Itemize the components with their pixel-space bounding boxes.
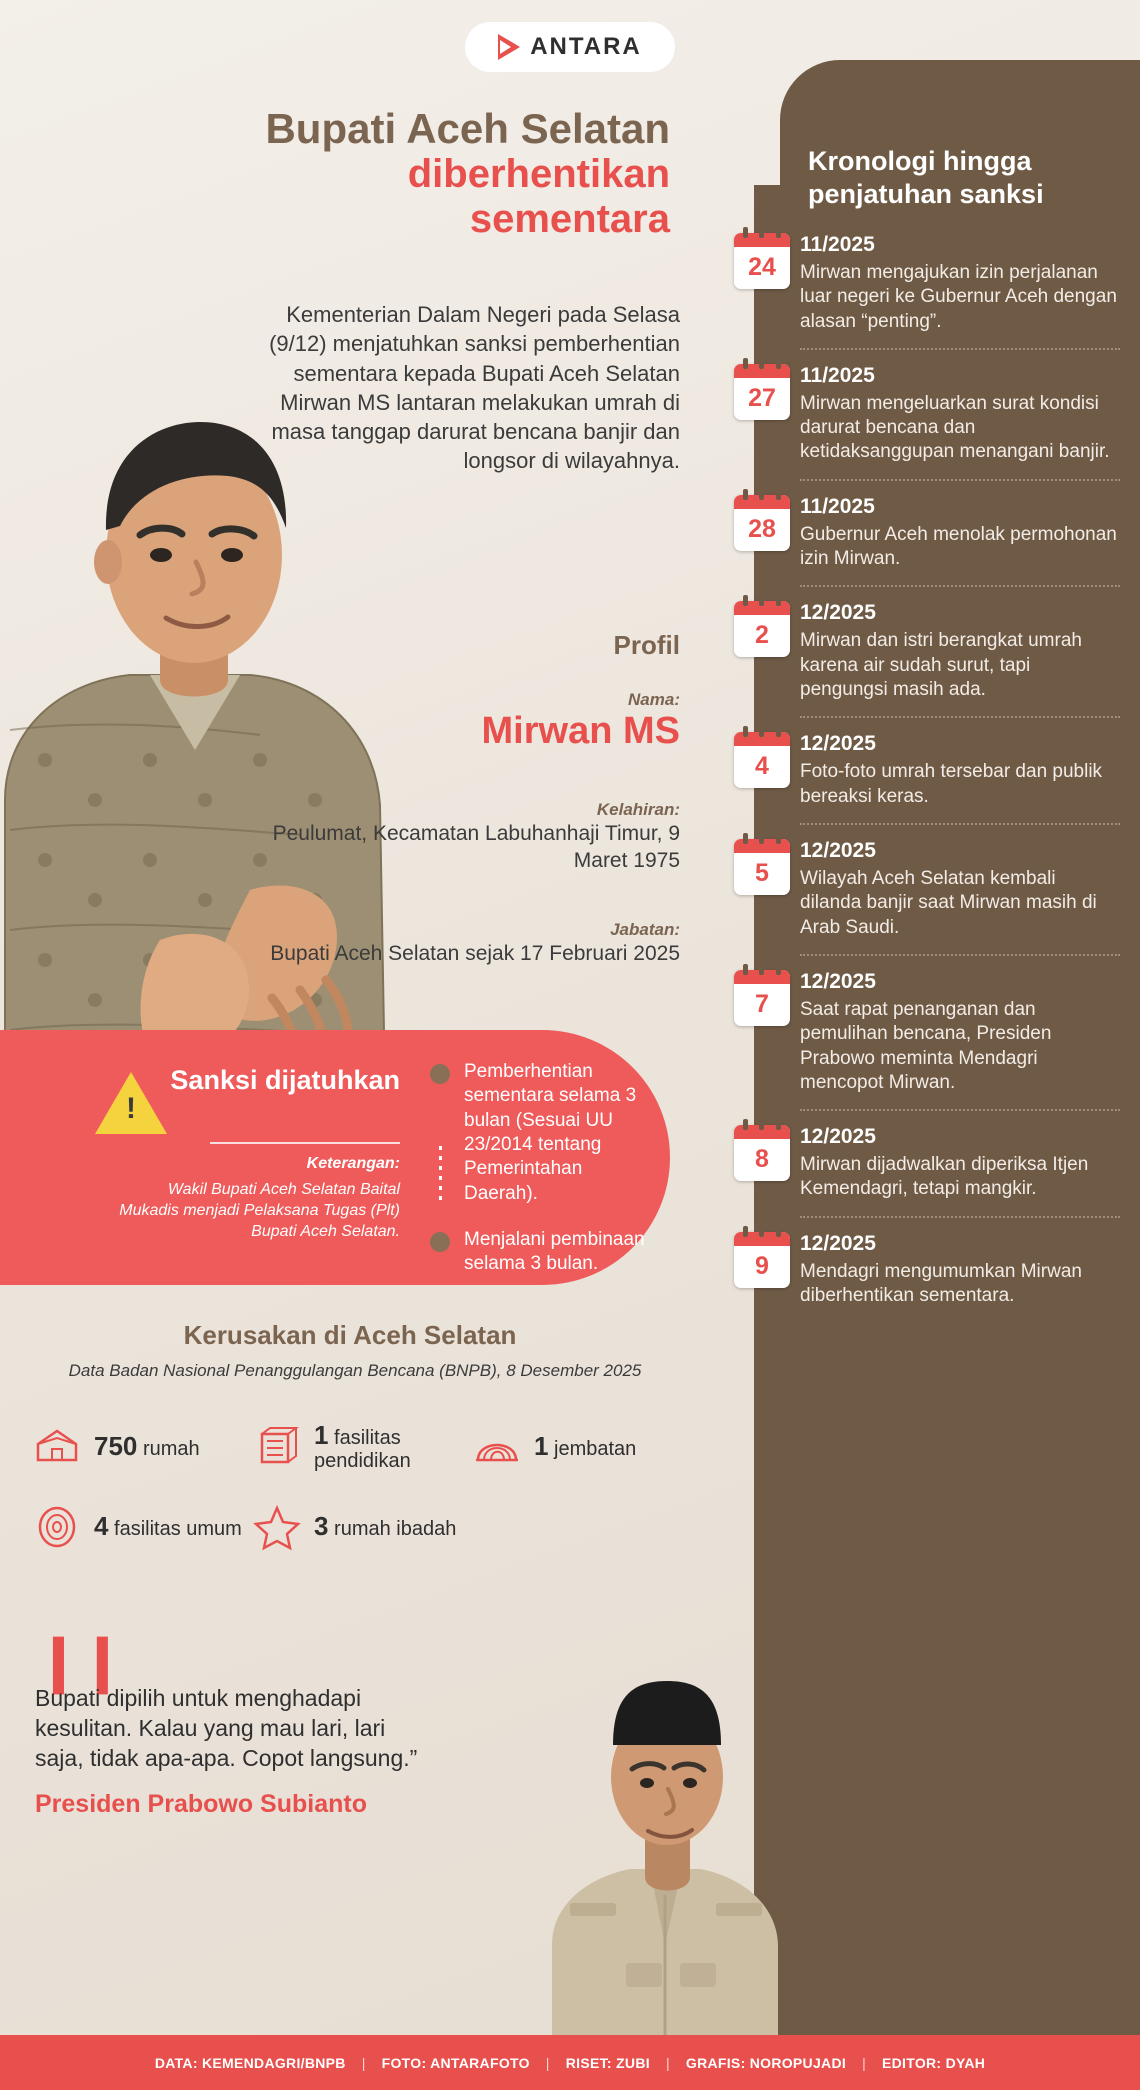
chronology-item-text: Mirwan mengajukan izin perjalanan luar negeri ke Gubernur Aceh dengan alasan “penting”. — [800, 261, 1117, 332]
chronology-item-date: 11/2025 — [800, 232, 875, 256]
chronology-item-date: 11/2025 — [800, 494, 875, 518]
damage-stat-text — [534, 1432, 636, 1462]
calendar-top — [734, 732, 790, 746]
chronology-item-text: Saat rapat penanganan dan pemulihan bencana, Presiden Prabowo meminta Mendagri mencopot Mirwan. — [800, 998, 1052, 1093]
sanction-divider — [210, 1142, 400, 1144]
chronology-item-date: 12/2025 — [800, 601, 876, 625]
damage-stat-number: 4 — [94, 1511, 109, 1542]
calendar-day: 9 — [755, 1251, 769, 1280]
chronology-item-date: 11/2025 — [800, 363, 875, 387]
chronology-item — [800, 1232, 1120, 1323]
calendar-icon — [734, 233, 790, 289]
school-icon — [250, 1420, 304, 1474]
chronology-panel — [780, 60, 1140, 2035]
damage-stat-text — [314, 1421, 470, 1474]
damage-stat — [30, 1420, 250, 1474]
sanction-note-label: Keterangan: — [306, 1155, 400, 1172]
chronology-item-text: Foto-foto umrah tersebar dan publik bereaksi keras. — [800, 761, 1103, 807]
profile-heading: Profil — [613, 630, 680, 660]
calendar-top — [734, 601, 790, 615]
calendar-day: 8 — [755, 1145, 769, 1174]
sanction-title: Sanksi dijatuhkan — [170, 1065, 400, 1095]
footer-credits — [0, 2035, 1140, 2090]
calendar-icon — [734, 601, 790, 657]
damage-stat — [250, 1500, 470, 1554]
bridge-icon — [470, 1420, 524, 1474]
chronology-item-text: Mirwan dijadwalkan diperiksa Itjen Kemendagri, tetapi mangkir. — [800, 1154, 1089, 1200]
headline-line-3: sementara — [469, 196, 670, 241]
lede-paragraph: Kementerian Dalam Negeri pada Selasa (9/12) menjatuhkan sanksi pemberhentian sementara kepada Bupati Aceh Selatan Mirwan MS lantaran melakukan umrah di masa tanggap darurat bencana banjir dan longsor di wilayahnya. — [269, 302, 680, 474]
calendar-day: 2 — [755, 621, 769, 650]
damage-stat-number: 3 — [314, 1511, 329, 1542]
calendar-top — [734, 364, 790, 378]
calendar-icon — [734, 732, 790, 788]
profile-position-label: Jabatan: — [610, 920, 680, 939]
sanction-items — [430, 1060, 660, 1299]
calendar-top — [734, 1125, 790, 1139]
profile-position-value: Bupati Aceh Selatan sejak 17 Februari 2025 — [270, 942, 680, 965]
mosque-icon — [250, 1500, 304, 1554]
antara-logo — [465, 22, 675, 72]
photo-prabowo — [550, 1645, 780, 2035]
chronology-item-date: 12/2025 — [800, 732, 876, 756]
chronology-item — [800, 839, 1120, 956]
damage-stat-label: jembatan — [554, 1438, 637, 1461]
calendar-icon — [734, 970, 790, 1026]
damage-stat-text — [94, 1512, 242, 1542]
chronology-item-text: Wilayah Aceh Selatan kembali dilanda banjir saat Mirwan masih di Arab Saudi. — [800, 867, 1097, 938]
damage-heading: Kerusakan di Aceh Selatan — [183, 1320, 517, 1350]
calendar-day: 28 — [748, 514, 776, 543]
calendar-icon — [734, 495, 790, 551]
page-title — [60, 105, 670, 242]
calendar-icon — [734, 364, 790, 420]
sanction-item: Pemberhentian sementara selama 3 bulan (Sesuai UU 23/2014 tentang Pemerintahan Daerah). — [430, 1060, 660, 1206]
warning-triangle-icon — [95, 1072, 167, 1134]
clinic-icon — [30, 1500, 84, 1554]
calendar-day: 5 — [755, 858, 769, 887]
damage-stat — [250, 1420, 470, 1474]
calendar-top — [734, 1232, 790, 1246]
chronology-list — [780, 233, 1140, 1323]
damage-stat — [470, 1420, 690, 1474]
footer-separator: | — [862, 2054, 866, 2071]
footer-credit: DATA: KEMENDAGRI/BNPB — [154, 2054, 346, 2071]
calendar-day: 27 — [748, 383, 776, 412]
damage-stat-label: fasilitas umum — [114, 1518, 242, 1541]
profile-position — [240, 920, 680, 967]
calendar-icon — [734, 1125, 790, 1181]
calendar-day: 4 — [755, 752, 769, 781]
profile-name-label: Nama: — [628, 690, 680, 709]
damage-stat-label: rumah ibadah — [334, 1518, 457, 1541]
quote-attribution: Presiden Prabowo Subianto — [35, 1789, 367, 1818]
chronology-item-text: Mirwan dan istri berangkat umrah karena air sudah surut, tapi pengungsi masih ada. — [800, 630, 1082, 700]
chronology-item — [800, 601, 1120, 718]
damage-stat-label: rumah — [142, 1438, 200, 1461]
chronology-item-text: Gubernur Aceh menolak permohonan izin Mirwan. — [800, 523, 1117, 570]
chronology-item — [800, 1125, 1120, 1218]
chronology-item-text: Mendagri mengumumkan Mirwan diberhentikan sementara. — [800, 1260, 1082, 1307]
calendar-day: 24 — [748, 252, 776, 281]
damage-stat-text — [94, 1432, 200, 1462]
brand-name: ANTARA — [530, 33, 642, 60]
footer-credit: RISET: ZUBI — [565, 2054, 650, 2071]
calendar-top — [734, 233, 790, 247]
damage-stat-number: 1 — [534, 1431, 549, 1462]
damage-stats — [30, 1420, 690, 1580]
calendar-top — [734, 970, 790, 984]
house-icon — [30, 1420, 84, 1474]
chronology-item-date: 12/2025 — [800, 1125, 876, 1149]
damage-stat-label: fasilitas pendidikan — [314, 1426, 411, 1473]
headline-line-1: Bupati Aceh Selatan — [265, 105, 670, 152]
chronology-item — [800, 364, 1120, 481]
quote-text: Bupati dipilih untuk menghadapi kesulitan. Kalau yang mau lari, lari saja, tidak apa-apa. Copot langsung.” — [35, 1685, 418, 1771]
damage-stat-number: 750 — [94, 1431, 138, 1462]
profile-name-value: Mirwan MS — [481, 710, 680, 752]
damage-stat-number: 1 — [314, 1419, 329, 1450]
profile-birth-label: Kelahiran: — [596, 800, 680, 819]
footer-credit: EDITOR: DYAH — [882, 2054, 986, 2071]
chronology-item — [800, 732, 1120, 825]
sanction-item: Menjalani pembinaan selama 3 bulan. — [430, 1228, 660, 1277]
profile-name — [240, 690, 680, 754]
chronology-item — [800, 495, 1120, 588]
chronology-item — [800, 233, 1120, 350]
footer-separator: | — [361, 2054, 366, 2071]
damage-stat — [30, 1500, 250, 1554]
calendar-top — [734, 495, 790, 509]
calendar-icon — [734, 1232, 790, 1288]
chronology-item-date: 12/2025 — [800, 969, 876, 993]
chronology-title: Kronologi hingga penjatuhan sanksi — [808, 146, 1044, 209]
quote-mark-icon: ❙❙ — [35, 1629, 123, 1692]
profile-birth-value: Peulumat, Kecamatan Labuhanhaji Timur, 9 Maret 1975 — [272, 822, 680, 873]
sanction-note-text: Wakil Bupati Aceh Selatan Baital Mukadis menjadi Pelaksana Tugas (Plt) Bupati Aceh Selatan. — [119, 1181, 400, 1240]
sanction-panel — [0, 1030, 670, 1285]
footer-credit: GRAFIS: NOROPUJADI — [685, 2054, 847, 2071]
calendar-top — [734, 839, 790, 853]
damage-stat-text — [314, 1512, 456, 1542]
chronology-item — [800, 970, 1120, 1111]
footer-credit: FOTO: ANTARAFOTO — [381, 2054, 530, 2071]
calendar-day: 7 — [755, 989, 769, 1018]
chronology-item-date: 12/2025 — [800, 1231, 876, 1255]
headline-line-2: diberhentikan — [407, 152, 670, 197]
damage-source: Data Badan Nasional Penanggulangan Bencana (BNPB), 8 Desember 2025 — [68, 1361, 642, 1380]
footer-separator: | — [665, 2054, 670, 2071]
antara-play-mark-icon — [498, 34, 520, 60]
calendar-icon — [734, 839, 790, 895]
chronology-item-text: Mirwan mengeluarkan surat kondisi darurat bencana dan ketidaksanggupan menangani banjir. — [800, 392, 1110, 463]
quote-block — [35, 1629, 435, 1819]
chronology-item-date: 12/2025 — [800, 838, 876, 862]
profile-birth — [240, 800, 680, 875]
footer-separator: | — [545, 2054, 550, 2071]
